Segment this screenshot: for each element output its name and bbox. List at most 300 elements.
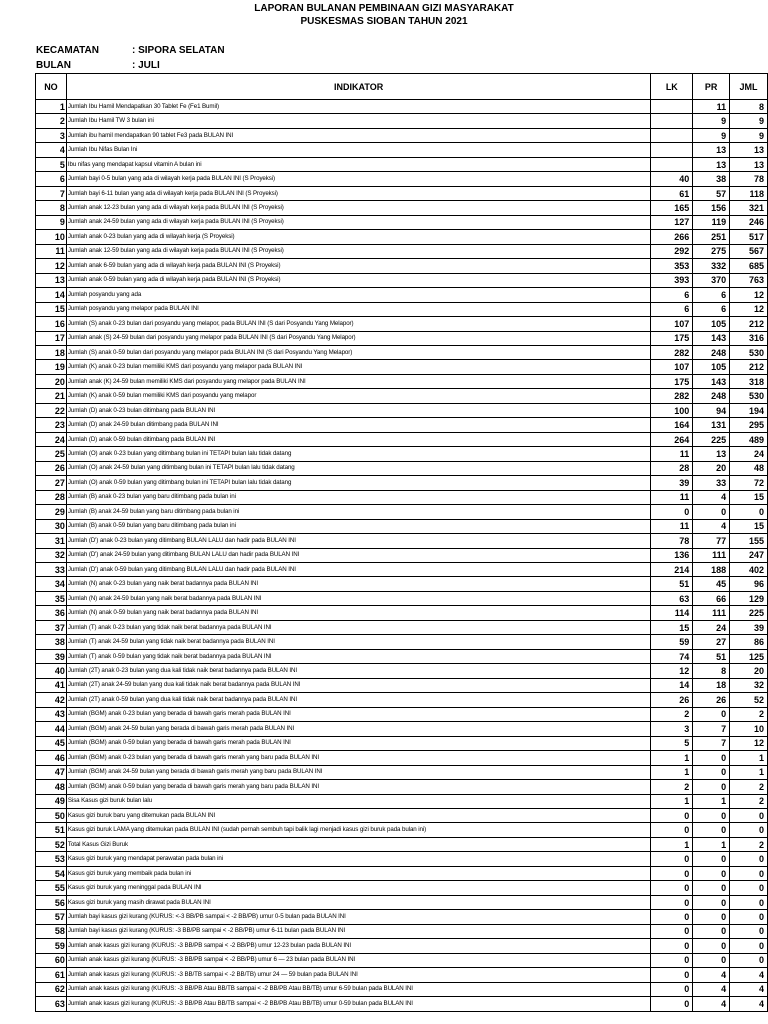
cell-no: 33 xyxy=(36,563,67,577)
table-row xyxy=(36,114,768,128)
cell-jml: 2 xyxy=(730,780,768,794)
cell-ind: Kasus gizi buruk baru yang ditemukan pada BULAN INI xyxy=(66,808,651,822)
header-jml: JML xyxy=(730,74,768,100)
cell-no: 19 xyxy=(36,360,67,374)
table-header-row xyxy=(36,74,768,100)
cell-no: 61 xyxy=(36,968,67,982)
cell-jml: 763 xyxy=(730,273,768,287)
cell-ind: Jumlah (D) anak 0-59 bulan ditimbang pada BULAN INI xyxy=(66,432,651,446)
table-row xyxy=(36,302,768,316)
cell-ind: Jumlah (D) anak 0-23 bulan ditimbang pada BULAN INI xyxy=(66,403,651,417)
cell-pr: 119 xyxy=(693,215,730,229)
cell-pr: 4 xyxy=(693,519,730,533)
cell-jml: 118 xyxy=(730,186,768,200)
cell-jml: 517 xyxy=(730,230,768,244)
cell-ind: Jumlah bayi kasus gizi kurang (KURUS: -3 BB/PB sampai < -2 BB/PB) umur 6-11 bulan pada BULAN INI xyxy=(66,924,651,938)
indicator-table xyxy=(35,73,768,1012)
cell-no: 29 xyxy=(36,505,67,519)
cell-pr: 111 xyxy=(693,606,730,620)
cell-jml: 2 xyxy=(730,794,768,808)
table-row xyxy=(36,403,768,417)
cell-ind: Jumlah (BGM) anak 0-59 bulan yang berada di bawah garis merah yang baru pada BULAN INI xyxy=(66,780,651,794)
cell-pr: 7 xyxy=(693,722,730,736)
cell-no: 20 xyxy=(36,374,67,388)
cell-pr: 13 xyxy=(693,157,730,171)
cell-lk: 165 xyxy=(651,201,693,215)
kecamatan-value: : SIPORA SELATAN xyxy=(132,45,225,56)
cell-jml: 295 xyxy=(730,418,768,432)
cell-lk: 0 xyxy=(651,968,693,982)
table-row xyxy=(36,953,768,967)
cell-lk: 11 xyxy=(651,447,693,461)
cell-lk: 107 xyxy=(651,360,693,374)
cell-lk: 6 xyxy=(651,288,693,302)
cell-pr: 6 xyxy=(693,288,730,302)
table-row xyxy=(36,172,768,186)
header-pr: PR xyxy=(693,74,730,100)
cell-jml: 194 xyxy=(730,403,768,417)
table-row xyxy=(36,418,768,432)
table-row xyxy=(36,881,768,895)
cell-pr: 0 xyxy=(693,808,730,822)
cell-jml: 9 xyxy=(730,128,768,142)
cell-no: 58 xyxy=(36,924,67,938)
cell-ind: Jumlah anak (S) 24-59 bulan dari posyandu yang melapor pada BULAN INI (S dari Posyandu Yang Melapor) xyxy=(66,331,651,345)
cell-lk: 1 xyxy=(651,794,693,808)
cell-pr: 66 xyxy=(693,591,730,605)
cell-jml: 530 xyxy=(730,389,768,403)
cell-jml: 0 xyxy=(730,881,768,895)
cell-ind: Jumlah anak 0-23 bulan yang ada di wilayah kerja (S Proyeksi) xyxy=(66,230,651,244)
cell-no: 28 xyxy=(36,490,67,504)
cell-jml: 225 xyxy=(730,606,768,620)
cell-pr: 13 xyxy=(693,143,730,157)
table-row xyxy=(36,345,768,359)
table-row xyxy=(36,678,768,692)
cell-lk: 266 xyxy=(651,230,693,244)
cell-no: 9 xyxy=(36,215,67,229)
cell-ind: Jumlah (B) anak 24-59 bulan yang baru ditimbang pada bulan ini xyxy=(66,505,651,519)
cell-jml: 2 xyxy=(730,707,768,721)
table-row xyxy=(36,100,768,114)
cell-lk: 0 xyxy=(651,939,693,953)
cell-ind: Jumlah (T) anak 0-23 bulan yang tidak naik berat badannya pada BULAN INI xyxy=(66,620,651,634)
cell-no: 17 xyxy=(36,331,67,345)
table-body xyxy=(36,100,768,1012)
cell-lk: 12 xyxy=(651,664,693,678)
cell-ind: Jumlah Ibu Nifas Bulan Ini xyxy=(66,143,651,157)
table-row xyxy=(36,591,768,605)
cell-jml: 402 xyxy=(730,563,768,577)
cell-no: 14 xyxy=(36,288,67,302)
cell-no: 31 xyxy=(36,534,67,548)
table-row xyxy=(36,794,768,808)
cell-ind: Jumlah (K) anak 0-59 bulan memiliki KMS dari posyandu yang melapor xyxy=(66,389,651,403)
cell-lk: 107 xyxy=(651,317,693,331)
cell-pr: 1 xyxy=(693,837,730,851)
cell-jml: 1 xyxy=(730,751,768,765)
cell-lk: 5 xyxy=(651,736,693,750)
cell-no: 45 xyxy=(36,736,67,750)
cell-no: 44 xyxy=(36,722,67,736)
table-row xyxy=(36,649,768,663)
table-row xyxy=(36,606,768,620)
cell-ind: Jumlah (2T) anak 0-59 bulan yang dua kali tidak naik berat badannya pada BULAN INI xyxy=(66,693,651,707)
table-row xyxy=(36,374,768,388)
cell-ind: Jumlah (B) anak 0-59 bulan yang baru ditimbang pada bulan ini xyxy=(66,519,651,533)
table-row xyxy=(36,505,768,519)
bulan-row xyxy=(36,60,160,71)
cell-jml: 20 xyxy=(730,664,768,678)
cell-jml: 212 xyxy=(730,360,768,374)
table-row xyxy=(36,924,768,938)
cell-lk: 264 xyxy=(651,432,693,446)
cell-no: 24 xyxy=(36,432,67,446)
cell-pr: 0 xyxy=(693,505,730,519)
table-row xyxy=(36,143,768,157)
cell-no: 51 xyxy=(36,823,67,837)
cell-ind: Jumlah anak 0-59 bulan yang ada di wilayah kerja pada BULAN INI (S Proyeksi) xyxy=(66,273,651,287)
cell-ind: Jumlah (BGM) anak 0-59 bulan yang berada di bawah garis merah pada BULAN INI xyxy=(66,736,651,750)
cell-no: 38 xyxy=(36,635,67,649)
cell-pr: 143 xyxy=(693,374,730,388)
cell-ind: Jumlah Ibu Hamil TW 3 bulan ini xyxy=(66,114,651,128)
cell-ind: Kasus gizi buruk LAMA yang ditemukan pada BULAN INI (sudah pernah sembuh tapi balik lagi menjadi kasus gizi buruk pada bulan ini) xyxy=(66,823,651,837)
table-row xyxy=(36,620,768,634)
cell-pr: 1 xyxy=(693,794,730,808)
cell-pr: 111 xyxy=(693,548,730,562)
cell-lk: 0 xyxy=(651,866,693,880)
table-row xyxy=(36,432,768,446)
cell-jml: 15 xyxy=(730,490,768,504)
table-row xyxy=(36,997,768,1011)
cell-ind: Jumlah (D) anak 24-59 bulan ditimbang pada BULAN INI xyxy=(66,418,651,432)
cell-ind: Jumlah anak (K) 24-59 bulan memiliki KMS dari posyandu yang melapor pada BULAN INI xyxy=(66,374,651,388)
cell-jml: 530 xyxy=(730,345,768,359)
cell-lk: 40 xyxy=(651,172,693,186)
table-row xyxy=(36,288,768,302)
cell-jml: 0 xyxy=(730,505,768,519)
cell-jml: 0 xyxy=(730,939,768,953)
cell-jml: 96 xyxy=(730,577,768,591)
cell-ind: Jumlah (2T) anak 24-59 bulan yang dua kali tidak naik berat badannya pada BULAN INI xyxy=(66,678,651,692)
cell-ind: Jumlah bayi 6-11 bulan yang ada di wilayah kerja pada BULAN INI (S Proyeksi) xyxy=(66,186,651,200)
cell-ind: Jumlah (T) anak 0-59 bulan yang tidak naik berat badannya pada BULAN INI xyxy=(66,649,651,663)
table-row xyxy=(36,215,768,229)
cell-lk xyxy=(651,157,693,171)
cell-jml: 247 xyxy=(730,548,768,562)
cell-lk: 51 xyxy=(651,577,693,591)
cell-jml: 685 xyxy=(730,259,768,273)
table-row xyxy=(36,490,768,504)
cell-jml: 8 xyxy=(730,100,768,114)
cell-no: 3 xyxy=(36,128,67,142)
cell-lk: 78 xyxy=(651,534,693,548)
cell-no: 30 xyxy=(36,519,67,533)
cell-pr: 0 xyxy=(693,910,730,924)
cell-no: 36 xyxy=(36,606,67,620)
cell-pr: 0 xyxy=(693,751,730,765)
cell-no: 40 xyxy=(36,664,67,678)
cell-lk: 175 xyxy=(651,331,693,345)
cell-lk: 61 xyxy=(651,186,693,200)
cell-lk: 28 xyxy=(651,461,693,475)
cell-ind: Jumlah (BGM) anak 24-59 bulan yang berada di bawah garis merah pada BULAN INI xyxy=(66,722,651,736)
cell-lk xyxy=(651,100,693,114)
cell-ind: Jumlah (N) anak 0-23 bulan yang naik berat badannya pada BULAN INI xyxy=(66,577,651,591)
table-row xyxy=(36,910,768,924)
cell-ind: Ibu nifas yang mendapat kapsul vitamin A bulan ini xyxy=(66,157,651,171)
cell-ind: Jumlah (S) anak 0-23 bulan dari posyandu yang melapor, pada BULAN INI (S dari Posyandu Yang Melapor) xyxy=(66,317,651,331)
cell-lk: 100 xyxy=(651,403,693,417)
cell-jml: 4 xyxy=(730,997,768,1011)
cell-no: 35 xyxy=(36,591,67,605)
cell-lk: 11 xyxy=(651,519,693,533)
cell-ind: Jumlah (O) anak 0-59 bulan yang ditimbang bulan ini TETAPI bulan lalu tidak datang xyxy=(66,476,651,490)
cell-lk xyxy=(651,143,693,157)
table-row xyxy=(36,736,768,750)
cell-pr: 0 xyxy=(693,881,730,895)
cell-ind: Jumlah (BGM) anak 24-59 bulan yang berada di bawah garis merah yang baru pada BULAN INI xyxy=(66,765,651,779)
cell-lk: 127 xyxy=(651,215,693,229)
cell-lk: 2 xyxy=(651,707,693,721)
cell-jml: 12 xyxy=(730,736,768,750)
cell-no: 32 xyxy=(36,548,67,562)
cell-lk: 0 xyxy=(651,997,693,1011)
cell-no: 43 xyxy=(36,707,67,721)
cell-pr: 20 xyxy=(693,461,730,475)
cell-lk: 14 xyxy=(651,678,693,692)
cell-ind: Sisa Kasus gizi buruk bulan lalu xyxy=(66,794,651,808)
cell-jml: 0 xyxy=(730,953,768,967)
cell-ind: Jumlah anak 24-59 bulan yang ada di wilayah kerja pada BULAN INI (S Proyeksi) xyxy=(66,215,651,229)
cell-jml: 155 xyxy=(730,534,768,548)
cell-pr: 38 xyxy=(693,172,730,186)
cell-jml: 10 xyxy=(730,722,768,736)
cell-ind: Jumlah (BGM) anak 0-23 bulan yang berada di bawah garis merah pada BULAN INI xyxy=(66,707,651,721)
cell-pr: 94 xyxy=(693,403,730,417)
cell-no: 6 xyxy=(36,172,67,186)
cell-lk: 175 xyxy=(651,374,693,388)
cell-jml: 32 xyxy=(730,678,768,692)
cell-no: 42 xyxy=(36,693,67,707)
cell-pr: 26 xyxy=(693,693,730,707)
cell-no: 10 xyxy=(36,230,67,244)
cell-no: 7 xyxy=(36,186,67,200)
cell-ind: Jumlah (S) anak 0-59 bulan dari posyandu yang melapor pada BULAN INI (S dari Posyandu Yang Melapor) xyxy=(66,345,651,359)
cell-no: 37 xyxy=(36,620,67,634)
cell-no: 5 xyxy=(36,157,67,171)
cell-lk: 0 xyxy=(651,823,693,837)
cell-no: 26 xyxy=(36,461,67,475)
cell-pr: 57 xyxy=(693,186,730,200)
cell-no: 49 xyxy=(36,794,67,808)
cell-no: 22 xyxy=(36,403,67,417)
cell-no: 41 xyxy=(36,678,67,692)
cell-lk: 26 xyxy=(651,693,693,707)
cell-pr: 156 xyxy=(693,201,730,215)
cell-jml: 12 xyxy=(730,288,768,302)
cell-pr: 9 xyxy=(693,128,730,142)
cell-ind: Jumlah posyandu yang melapor pada BULAN INI xyxy=(66,302,651,316)
cell-ind: Jumlah anak 12-59 bulan yang ada di wilayah kerja pada BULAN INI (S Proyeksi) xyxy=(66,244,651,258)
cell-no: 12 xyxy=(36,259,67,273)
cell-pr: 24 xyxy=(693,620,730,634)
cell-jml: 0 xyxy=(730,823,768,837)
cell-no: 52 xyxy=(36,837,67,851)
cell-lk: 292 xyxy=(651,244,693,258)
cell-no: 27 xyxy=(36,476,67,490)
cell-lk: 0 xyxy=(651,953,693,967)
header-indikator: INDIKATOR xyxy=(66,74,651,100)
table-row xyxy=(36,548,768,562)
cell-ind: Jumlah anak 6-59 bulan yang ada di wilayah kerja pada BULAN INI (S Proyeksi) xyxy=(66,259,651,273)
report-title: LAPORAN BULANAN PEMBINAAN GIZI MASYARAKAT xyxy=(254,3,514,14)
cell-no: 18 xyxy=(36,345,67,359)
cell-no: 21 xyxy=(36,389,67,403)
cell-no: 8 xyxy=(36,201,67,215)
table-row xyxy=(36,157,768,171)
cell-ind: Jumlah (BGM) anak 0-23 bulan yang berada di bawah garis merah yang baru pada BULAN INI xyxy=(66,751,651,765)
cell-ind: Jumlah anak kasus gizi kurang (KURUS: -3 BB/PB Atau BB/TB sampai < -2 BB/PB Atau BB/TB) umur 0-59 bulan pada BULAN INI xyxy=(66,997,651,1011)
cell-jml: 78 xyxy=(730,172,768,186)
cell-ind: Jumlah bayi kasus gizi kurang (KURUS: <-3 BB/PB sampai < -2 BB/PB) umur 0-5 bulan pada BULAN INI xyxy=(66,910,651,924)
cell-jml: 212 xyxy=(730,317,768,331)
cell-pr: 0 xyxy=(693,852,730,866)
cell-ind: Jumlah Ibu Hamil Mendapatkan 30 Tablet Fe (Fe1 Bumil) xyxy=(66,100,651,114)
table-row xyxy=(36,244,768,258)
cell-lk: 2 xyxy=(651,780,693,794)
cell-pr: 51 xyxy=(693,649,730,663)
table-row xyxy=(36,968,768,982)
cell-pr: 77 xyxy=(693,534,730,548)
cell-jml: 52 xyxy=(730,693,768,707)
cell-jml: 0 xyxy=(730,924,768,938)
cell-ind: Kasus gizi buruk yang meninggal pada BULAN INI xyxy=(66,881,651,895)
cell-lk: 0 xyxy=(651,881,693,895)
table-row xyxy=(36,664,768,678)
table-row xyxy=(36,317,768,331)
cell-pr: 0 xyxy=(693,953,730,967)
cell-no: 34 xyxy=(36,577,67,591)
cell-jml: 129 xyxy=(730,591,768,605)
table-row xyxy=(36,577,768,591)
table-row xyxy=(36,751,768,765)
cell-pr: 332 xyxy=(693,259,730,273)
cell-pr: 251 xyxy=(693,230,730,244)
cell-pr: 0 xyxy=(693,823,730,837)
cell-pr: 4 xyxy=(693,490,730,504)
cell-pr: 11 xyxy=(693,100,730,114)
cell-lk: 0 xyxy=(651,895,693,909)
cell-lk: 0 xyxy=(651,924,693,938)
table-row xyxy=(36,823,768,837)
table-row xyxy=(36,447,768,461)
cell-jml: 489 xyxy=(730,432,768,446)
cell-lk xyxy=(651,128,693,142)
table-row xyxy=(36,201,768,215)
cell-ind: Jumlah bayi 0-5 bulan yang ada di wilayah kerja pada BULAN INI (S Proyeksi) xyxy=(66,172,651,186)
cell-no: 56 xyxy=(36,895,67,909)
cell-pr: 8 xyxy=(693,664,730,678)
cell-no: 63 xyxy=(36,997,67,1011)
kecamatan-label: KECAMATAN xyxy=(36,45,99,56)
cell-pr: 7 xyxy=(693,736,730,750)
cell-ind: Jumlah anak kasus gizi kurang (KURUS: -3 BB/TB sampai < -2 BB/TB) umur 24 — 59 bulan pada BULAN INI xyxy=(66,968,651,982)
cell-no: 50 xyxy=(36,808,67,822)
cell-pr: 143 xyxy=(693,331,730,345)
table-row xyxy=(36,534,768,548)
table-row xyxy=(36,939,768,953)
cell-no: 54 xyxy=(36,866,67,880)
cell-no: 47 xyxy=(36,765,67,779)
cell-pr: 0 xyxy=(693,866,730,880)
cell-lk: 1 xyxy=(651,751,693,765)
table-row xyxy=(36,722,768,736)
cell-pr: 105 xyxy=(693,360,730,374)
table-row xyxy=(36,982,768,996)
cell-no: 23 xyxy=(36,418,67,432)
cell-pr: 248 xyxy=(693,345,730,359)
cell-ind: Jumlah (T) anak 24-59 bulan yang tidak naik berat badannya pada BULAN INI xyxy=(66,635,651,649)
cell-jml: 24 xyxy=(730,447,768,461)
report-subtitle: PUSKESMAS SIOBAN TAHUN 2021 xyxy=(300,16,468,27)
cell-jml: 316 xyxy=(730,331,768,345)
cell-pr: 131 xyxy=(693,418,730,432)
cell-lk: 136 xyxy=(651,548,693,562)
cell-no: 55 xyxy=(36,881,67,895)
cell-pr: 4 xyxy=(693,982,730,996)
table-row xyxy=(36,273,768,287)
table-row xyxy=(36,519,768,533)
cell-jml: 4 xyxy=(730,968,768,982)
cell-ind: Jumlah (K) anak 0-23 bulan memiliki KMS dari posyandu yang melapor pada BULAN INI xyxy=(66,360,651,374)
bulan-value: : JULI xyxy=(132,60,160,71)
cell-jml: 321 xyxy=(730,201,768,215)
cell-lk: 114 xyxy=(651,606,693,620)
cell-pr: 275 xyxy=(693,244,730,258)
table-row xyxy=(36,837,768,851)
cell-pr: 4 xyxy=(693,997,730,1011)
table-row xyxy=(36,563,768,577)
cell-pr: 0 xyxy=(693,780,730,794)
cell-jml: 1 xyxy=(730,765,768,779)
cell-ind: Total Kasus Gizi Buruk xyxy=(66,837,651,851)
cell-ind: Jumlah (2T) anak 0-23 bulan yang dua kali tidak naik berat badannya pada BULAN INI xyxy=(66,664,651,678)
cell-ind: Jumlah (O) anak 24-59 bulan yang ditimbang bulan ini TETAPI bulan lalu tidak datang xyxy=(66,461,651,475)
cell-no: 15 xyxy=(36,302,67,316)
cell-lk: 1 xyxy=(651,765,693,779)
cell-ind: Jumlah anak kasus gizi kurang (KURUS: -3 BB/PB sampai < -2 BB/PB) umur 12-23 bulan pada BULAN INI xyxy=(66,939,651,953)
cell-ind: Jumlah (O) anak 0-23 bulan yang ditimbang bulan ini TETAPI bulan lalu tidak datang xyxy=(66,447,651,461)
cell-lk xyxy=(651,114,693,128)
cell-ind: Jumlah (N) anak 0-59 bulan yang naik berat badannya pada BULAN INI xyxy=(66,606,651,620)
cell-pr: 27 xyxy=(693,635,730,649)
cell-pr: 33 xyxy=(693,476,730,490)
bulan-label: BULAN xyxy=(36,60,71,71)
cell-no: 4 xyxy=(36,143,67,157)
cell-lk: 282 xyxy=(651,345,693,359)
cell-no: 39 xyxy=(36,649,67,663)
cell-lk: 1 xyxy=(651,837,693,851)
cell-pr: 188 xyxy=(693,563,730,577)
cell-lk: 74 xyxy=(651,649,693,663)
cell-jml: 86 xyxy=(730,635,768,649)
cell-no: 11 xyxy=(36,244,67,258)
cell-jml: 0 xyxy=(730,852,768,866)
cell-no: 59 xyxy=(36,939,67,953)
table-row xyxy=(36,808,768,822)
